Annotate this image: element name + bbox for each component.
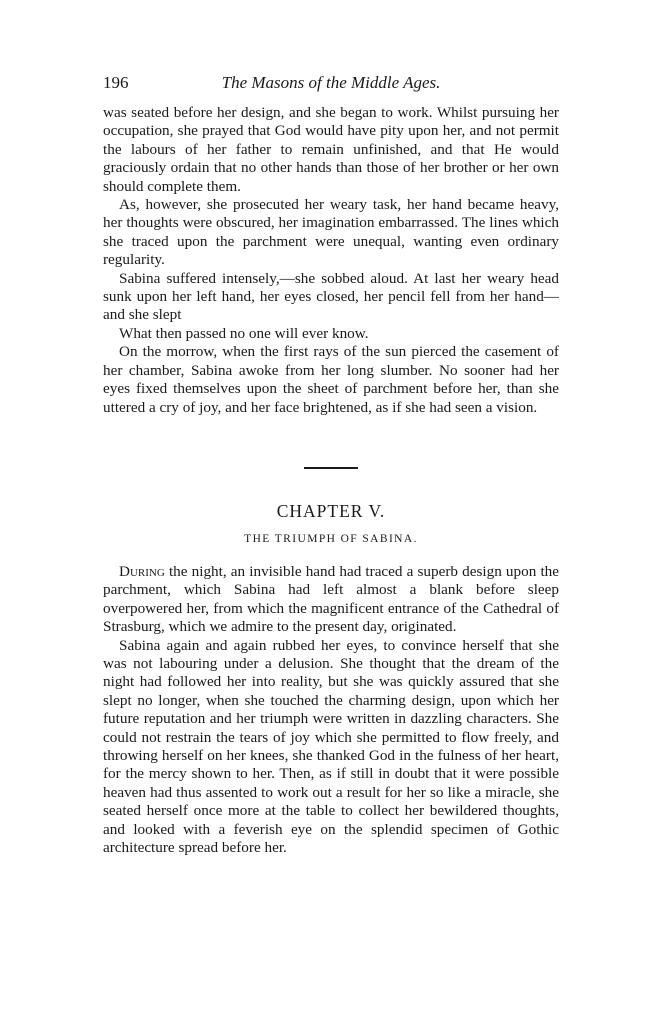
paragraph-body: the night, an invisible hand had traced a superb design upon the parchment, which Sabina had left almost a blank before sleep overpowered her, from which the magnificent entrance of the Cathedral of Strasburg, which we admire to the present day, originated. [103,562,559,636]
chapter-text [103,563,559,858]
paragraph: Sabina again and again rubbed her eyes, to convince herself that she was not labouring under a delusion. She thought that the dream of the night had followed her into reality, but she was quickly assured that she slept no longer, when she touched the charming design, upon which her future reputation and her triumph were written in dazzling characters. She could not restrain the tears of joy which she permitted to flow freely, and throwing herself on her knees, she thanked God in the fulness of her heart, for the mercy shown to her. Then, as if still in doubt that it were possible heaven had thus assented to work out a result for her so like a miracle, she seated herself once more at the table to collect her bewildered thoughts, and looked with a feverish eye on the splendid specimen of Gothic architecture spread before her. [103,636,559,856]
chapter-title: CHAPTER V. [276,500,386,521]
paragraph: was seated before her design, and she began to work. Whilst pursuing her occupation, she prayed that God would have pity upon her, and not permit the labours of her father to remain unfinished, and that He would graciously ordain that no other hands than those of her brother or her own should complete them. [103,104,559,195]
section-divider [304,467,358,469]
opening-word: During [119,562,165,580]
continuation-text [103,104,559,417]
chapter-subtitle: THE TRIUMPH OF SABINA. [244,532,418,545]
book-page [103,70,559,857]
paragraph: Sabina suffered intensely,—she sobbed aloud. At last her weary head sunk upon her left hand, her eyes closed, her pencil fell from her hand—and she slept [103,269,559,324]
paragraph [103,563,559,637]
page-number: 196 [103,73,129,92]
paragraph: On the morrow, when the first rays of the sun pierced the casement of her chamber, Sabina awoke from her long slumber. No sooner had her eyes fixed themselves upon the sheet of parchment before her, than she uttered a cry of joy, and her face brightened, as if she had seen a vision. [103,343,559,416]
paragraph: What then passed no one will ever know. [119,324,369,342]
running-title: The Masons of the Middle Ages. [221,73,441,92]
running-head [103,70,559,96]
paragraph: As, however, she prosecuted her weary task, her hand became heavy, her thoughts were obscured, her imagination embarrassed. The lines which she traced upon the parchment were unequal, wanting even ordinary regularity. [103,196,559,269]
